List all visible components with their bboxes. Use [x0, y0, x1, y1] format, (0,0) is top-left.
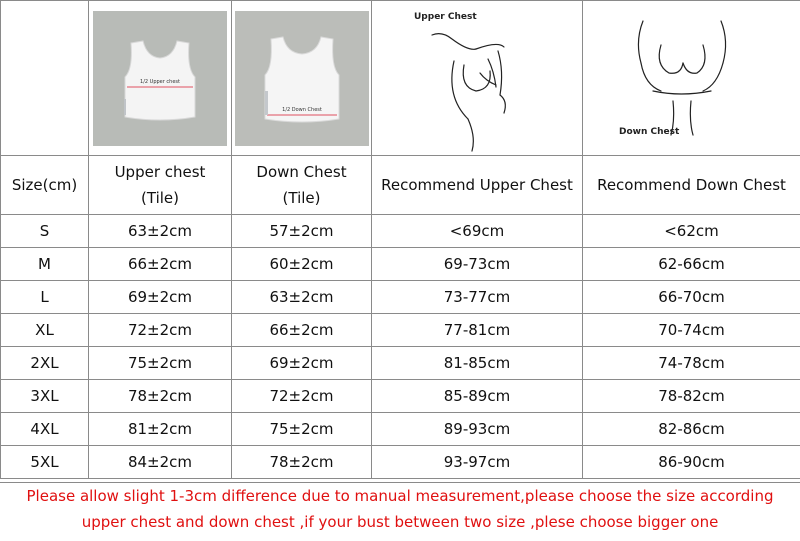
- recommend-upper-cell: 89-93cm: [372, 413, 583, 446]
- down-chest-sketch: [583, 1, 800, 155]
- down-sketch-label: Down Chest: [619, 127, 679, 137]
- upper-chest-cell: 69±2cm: [89, 281, 232, 314]
- table-row: [1, 314, 800, 347]
- table-row: [1, 215, 800, 248]
- down-chest-cell: 78±2cm: [232, 446, 372, 479]
- upper-chest-cell: 81±2cm: [89, 413, 232, 446]
- upper-chest-cell: 78±2cm: [89, 380, 232, 413]
- down-chest-photo: [235, 11, 369, 146]
- header-row: [1, 156, 800, 215]
- recommend-down-cell: 82-86cm: [583, 413, 800, 446]
- size-cell: M: [1, 248, 89, 281]
- down-chest-cell: 60±2cm: [232, 248, 372, 281]
- recommend-upper-cell: 81-85cm: [372, 347, 583, 380]
- down-chest-sketch-cell: [583, 1, 800, 156]
- upper-chest-cell: 66±2cm: [89, 248, 232, 281]
- recommend-upper-cell: 77-81cm: [372, 314, 583, 347]
- recommend-upper-cell: 85-89cm: [372, 380, 583, 413]
- header-upper-chest: Upper chest (Tile): [89, 156, 232, 215]
- size-cell: 5XL: [1, 446, 89, 479]
- down-chest-cell: 69±2cm: [232, 347, 372, 380]
- upper-chest-figure-image: [372, 1, 583, 155]
- down-chest-cell: 66±2cm: [232, 314, 372, 347]
- recommend-down-cell: 62-66cm: [583, 248, 800, 281]
- note-line-1: Please allow slight 1-3cm difference due to manual measurement,please choose the size according: [0, 483, 800, 509]
- recommend-down-cell: 66-70cm: [583, 281, 800, 314]
- recommend-upper-cell: 69-73cm: [372, 248, 583, 281]
- recommend-down-cell: 86-90cm: [583, 446, 800, 479]
- upper-photo-label: 1/2 Upper chest: [140, 79, 180, 85]
- table-row: [1, 446, 800, 479]
- header-recommend-down: Recommend Down Chest: [583, 156, 800, 215]
- measurement-note: [0, 482, 800, 541]
- down-chest-figure-image: [583, 1, 800, 155]
- size-cell: 2XL: [1, 347, 89, 380]
- upper-chest-cell: 84±2cm: [89, 446, 232, 479]
- down-photo-label: 1/2 Down Chest: [282, 107, 322, 113]
- recommend-upper-cell: 93-97cm: [372, 446, 583, 479]
- recommend-down-cell: 70-74cm: [583, 314, 800, 347]
- down-chest-cell: 72±2cm: [232, 380, 372, 413]
- note-line-2: upper chest and down chest ,if your bust between two size ,plese choose bigger one: [0, 509, 800, 535]
- size-cell: 4XL: [1, 413, 89, 446]
- upper-chest-sketch: [372, 1, 582, 155]
- upper-chest-cell: 72±2cm: [89, 314, 232, 347]
- recommend-upper-cell: <69cm: [372, 215, 583, 248]
- tank-top-down-image: [235, 11, 369, 146]
- header-recommend-upper: Recommend Upper Chest: [372, 156, 583, 215]
- table-row: [1, 281, 800, 314]
- upper-chest-photo: [93, 11, 227, 146]
- recommend-down-cell: 78-82cm: [583, 380, 800, 413]
- table-row: [1, 347, 800, 380]
- recommend-down-cell: 74-78cm: [583, 347, 800, 380]
- tank-top-upper-image: [93, 11, 227, 146]
- down-chest-cell: 63±2cm: [232, 281, 372, 314]
- upper-chest-sketch-cell: [372, 1, 583, 156]
- down-chest-photo-cell: [232, 1, 372, 156]
- recommend-upper-cell: 73-77cm: [372, 281, 583, 314]
- table-row: [1, 380, 800, 413]
- header-down-chest: Down Chest (Tile): [232, 156, 372, 215]
- table-row: [1, 248, 800, 281]
- upper-chest-photo-cell: [89, 1, 232, 156]
- down-chest-cell: 57±2cm: [232, 215, 372, 248]
- empty-corner-cell: [1, 1, 89, 156]
- upper-chest-cell: 75±2cm: [89, 347, 232, 380]
- image-row: [1, 1, 800, 156]
- upper-chest-cell: 63±2cm: [89, 215, 232, 248]
- size-cell: S: [1, 215, 89, 248]
- header-size: Size(cm): [1, 156, 89, 215]
- table-row: [1, 413, 800, 446]
- down-chest-cell: 75±2cm: [232, 413, 372, 446]
- recommend-down-cell: <62cm: [583, 215, 800, 248]
- size-cell: 3XL: [1, 380, 89, 413]
- upper-sketch-label: Upper Chest: [414, 12, 477, 22]
- size-cell: L: [1, 281, 89, 314]
- size-cell: XL: [1, 314, 89, 347]
